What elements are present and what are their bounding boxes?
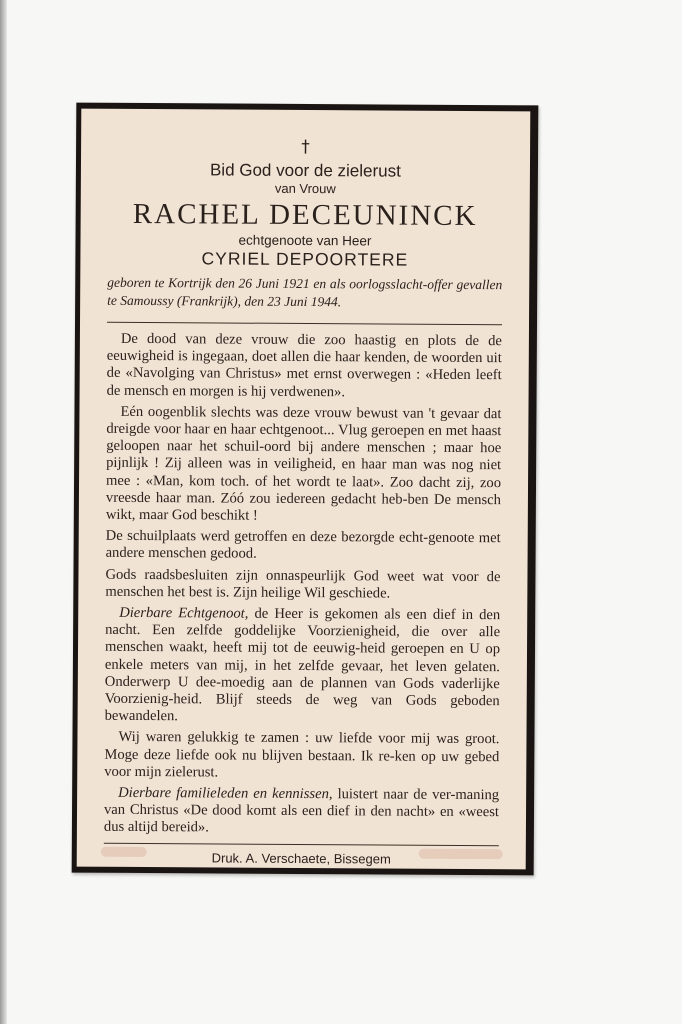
title-line: van Vrouw [274, 180, 336, 197]
paragraph-text: de Heer is gekomen als een dief in den nacht. Een zelfde goddelijke Voorzienigheid, die over alle menschen waakt, heeft mij tot de eeuwig-heid geroepen en U op enkele meters van mij, in het zelfde gevaar, het leven gelaten. Onderwerp U dee-moedig aan de plannen van Gods vaderlijke Voorzienig-heid. Blijf steeds de weg van Gods geboden bewandelen. [104, 605, 501, 725]
card-content [103, 136, 503, 867]
paragraph-lead: Dierbare familieleden en kennissen, [118, 784, 333, 803]
printer-credit: Druk. A. Verschaete, Bissegem [211, 850, 391, 867]
birth-death-info: geboren te Kortrijk den 26 Juni 1921 en als oorlogsslacht-offer gevallen te Samoussy (Frankrijk), den 23 Juni 1944. [107, 274, 503, 310]
prayer-request: Bid God voor de zielerust [209, 160, 401, 181]
paragraph [105, 605, 501, 728]
paragraph: De dood van deze vrouw die zoo haastig en plots de de eeuwigheid is ingegaan, doet allen die haar kenden, de woorden uit de «Navolging van Christus» met ernst overwegen : «Heden leeft de mensch en morgen is hij verdwenen». [106, 330, 502, 400]
spouse-name: CYRIEL DEPOORTERE [201, 248, 409, 270]
paragraph: Gods raadsbesluiten zijn onnaspeurlijk God weet wat voor de menschen het best is. Zijn heilige Wil geschiede. [105, 566, 501, 602]
cross-icon: † [301, 136, 310, 158]
paragraph: Wij waren gelukkig te zamen : uw liefde voor mij was groot. Moge deze liefde ook nu blijven bestaan. Ik re-ken op uw gebed voor mijn zielerust. [104, 729, 500, 781]
memorial-text [104, 331, 502, 839]
divider [104, 842, 499, 845]
spouse-intro: echtgenoote van Heer [238, 232, 372, 249]
paragraph: Eén oogenblik slechts was deze vrouw bewust van 't gevaar dat dreigde voor haar en haar echtgenoot... Vlug geroepen en met haast geloopen naar het schuil-oord bij andere menschen ; maar hoe pijnlijk ! Zij alleen was in veiligheid, en haar man was nog niet mee : «Man, kom toch. of het wordt te laat». Zoo dacht zij, zoo vreesde haar man. Zóó zou iedereen gedacht heb-ben De mensch wikt, maar God beschikt ! [105, 403, 502, 524]
paragraph [104, 785, 499, 839]
deceased-name: RACHEL DECEUNINCK [132, 197, 478, 233]
ink-stain [101, 847, 147, 857]
paragraph: De schuilplaats werd getroffen en deze bezorgde echt-genoote met andere menschen gedood. [105, 528, 501, 563]
memorial-card [72, 103, 539, 876]
ink-stain [419, 849, 503, 860]
divider [107, 322, 502, 325]
scan-edge [0, 0, 7, 1024]
paragraph-lead: Dierbare Echtgenoot, [119, 604, 249, 622]
paragraph-text: luistert naar de ver-maning van Christus «De dood komt als een dief in den nacht» en «weest dus altijd bereid». [103, 786, 500, 836]
